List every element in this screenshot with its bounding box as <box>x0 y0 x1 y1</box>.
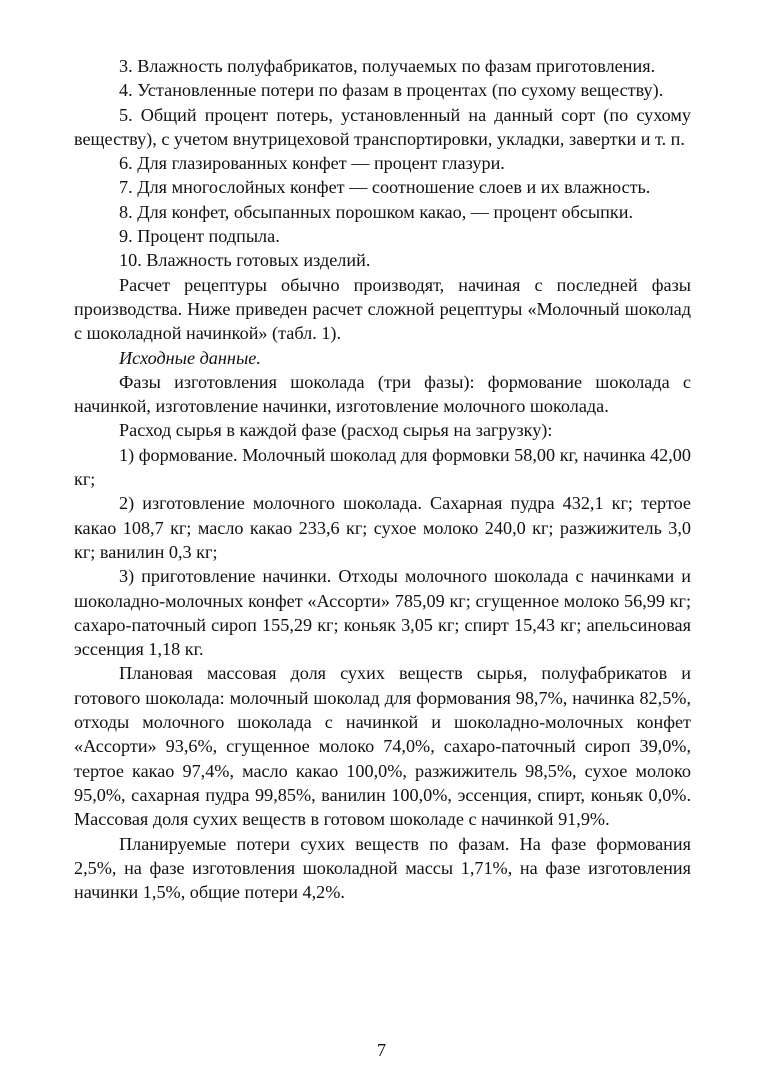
paragraph-phase-milk-chocolate: 2) изготовление молочного шоколада. Сахарная пудра 432,1 кг; тертое какао 108,7 кг; масло какао 233,6 кг; сухое молоко 240,0 кг; разжижитель 3,0 кг; ванилин 0,3 кг; <box>74 493 691 562</box>
document-page <box>74 54 691 904</box>
paragraph-recipe-calculation: Расчет рецептуры обычно производят, начиная с последней фазы производства. Ниже приведен расчет сложной рецептуры «Молочный шоколад с шоколадной начинкой» (табл. 1). <box>74 274 691 344</box>
paragraph-item-10: 10. Влажность готовых изделий. <box>119 250 371 271</box>
paragraph-phase-forming: 1) формование. Молочный шоколад для формовки 58,00 кг, начинка 42,00 кг; <box>74 444 691 490</box>
paragraph-planned-losses: Планируемые потери сухих веществ по фазам. На фазе формования 2,5%, на фазе изготовления шоколадной массы 1,71%, на фазе изготовления начинки 1,5%, общие потери 4,2%. <box>74 833 691 903</box>
page-number: 7 <box>377 1040 386 1060</box>
paragraph-item-8: 8. Для конфет, обсыпанных порошком какао, — процент обсыпки. <box>119 201 633 222</box>
paragraph-dry-matter: Плановая массовая доля сухих веществ сырья, полуфабрикатов и готового шоколада: молочный шоколад для формования 98,7%, начинка 82,5%, отходы молочного шоколада с начинкой и шоколадно-молочных конфет «Ассорти» 93,6%, сгущенное молоко 74,0%, сахаро-паточный сироп 39,0%, тертое какао 97,4%, масло какао 100,0%, разжижитель 98,5%, сухое молоко 95,0%, сахарная пудра 99,85%, ванилин 100,0%, эссенция, спирт, коньяк 0,0%. Массовая доля сухих веществ в готовом шоколаде с начинкой 91,9%. <box>74 663 691 830</box>
paragraph-item-3: 3. Влажность полуфабрикатов, получаемых по фазам приготовления. <box>119 56 656 76</box>
paragraph-raw-consumption: Расход сырья в каждой фазе (расход сырья на загрузку): <box>119 420 553 441</box>
paragraph-item-5: 5. Общий процент потерь, установленный на данный сорт (по сухому веществу), с учетом внутрицеховой транспортировки, укладки, завертки и т. п. <box>74 104 691 149</box>
section-heading-input-data: Исходные данные. <box>119 347 261 368</box>
paragraph-phases: Фазы изготовления шоколада (три фазы): формование шоколада с начинкой, изготовление начинки, изготовление молочного шоколада. <box>74 371 691 417</box>
paragraph-item-4: 4. Установленные потери по фазам в процентах (по сухому веществу). <box>119 80 664 101</box>
paragraph-item-9: 9. Процент подпыла. <box>119 226 280 247</box>
paragraph-item-7: 7. Для многослойных конфет — соотношение слоев и их влажность. <box>119 177 651 198</box>
paragraph-phase-filling: 3) приготовление начинки. Отходы молочного шоколада с начинками и шоколадно-молочных конфет «Ассорти» 785,09 кг; сгущенное молоко 56,99 кг; сахаро-паточный сироп 155,29 кг; коньяк 3,05 кг; спирт 15,43 кг; апельсиновая эссенция 1,18 кг. <box>74 566 691 660</box>
paragraph-item-6: 6. Для глазированных конфет — процент глазури. <box>119 153 505 174</box>
